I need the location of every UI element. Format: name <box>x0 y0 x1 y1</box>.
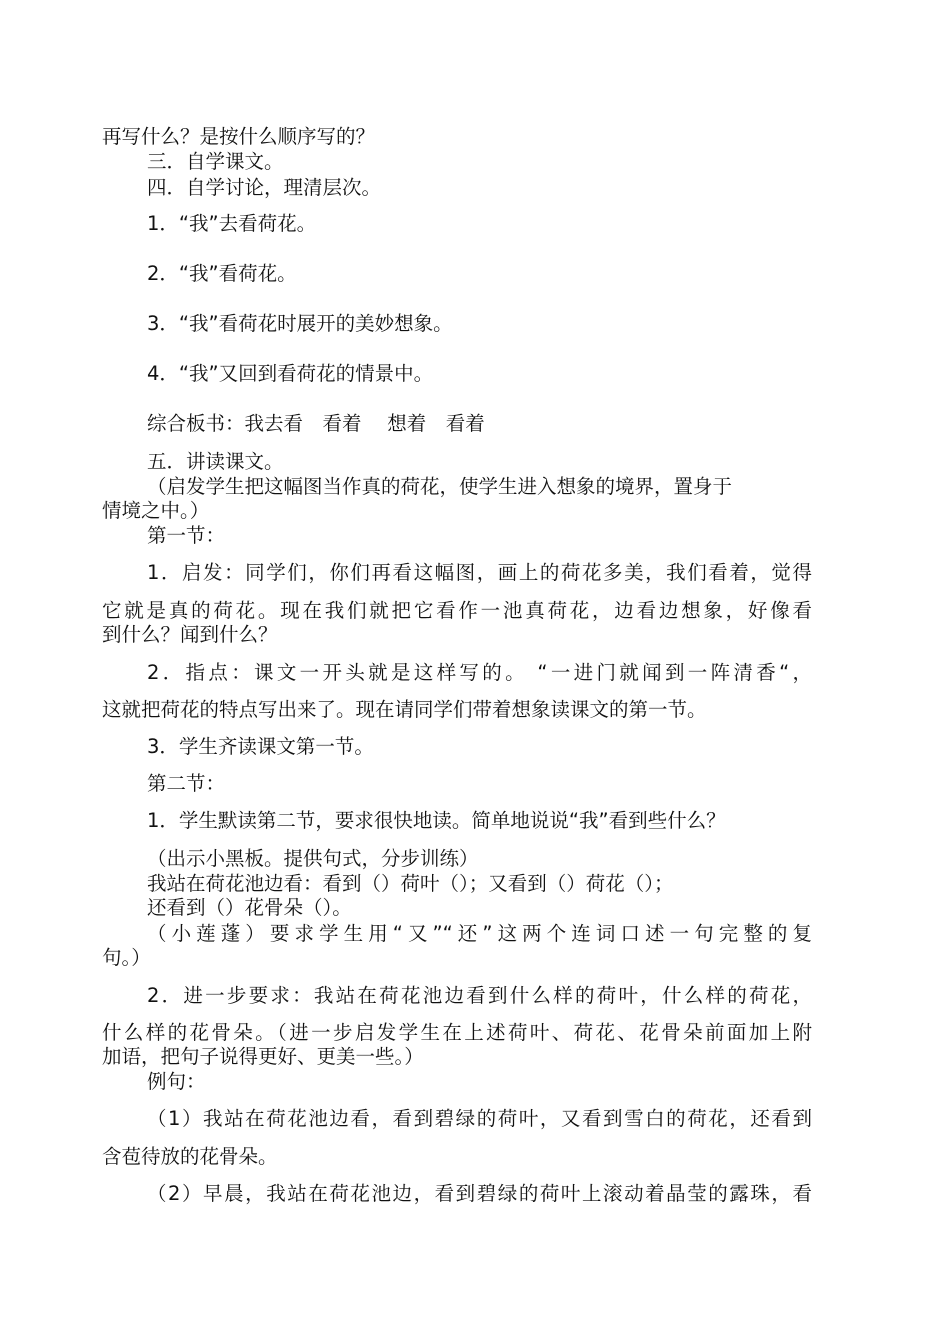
list-item: 1．学生默读第二节，要求很快地读。简单地说说“我”看到些什么？ <box>147 809 726 832</box>
list-item: 2．“我”看荷花。 <box>147 262 297 285</box>
section-heading: 三．自学课文。 <box>147 150 284 173</box>
text-line: 再写什么？是按什么顺序写的？ <box>102 125 376 148</box>
section-heading: 第二节： <box>147 772 226 795</box>
list-item: 2．进一步要求：我站在荷花池边看到什么样的荷叶，什么样的荷花， <box>147 984 812 1007</box>
list-item: 1．“我”去看荷花。 <box>147 212 317 235</box>
text-line: 它就是真的荷花。现在我们就把它看作一池真荷花，边看边想象，好像看 <box>102 599 812 622</box>
text-line: （小莲蓬）要求学生用“又”“还”这两个连词口述一句完整的复 <box>147 922 812 945</box>
text-line: （启发学生把这幅图当作真的荷花，使学生进入想象的境界，置身于 <box>147 475 733 498</box>
text-line: 什么样的花骨朵。（进一步启发学生在上述荷叶、荷花、花骨朵前面加上附 <box>102 1021 812 1044</box>
list-item: （1）我站在荷花池边看，看到碧绿的荷叶，又看到雪白的荷花，还看到 <box>147 1107 812 1130</box>
text-line: 这就把荷花的特点写出来了。现在请同学们带着想象读课文的第一节。 <box>102 698 707 721</box>
text-line: 1．启发：同学们，你们再看这幅图，画上的荷花多美，我们看着，觉得 <box>147 561 812 584</box>
list-item: （2）早晨，我站在荷花池边，看到碧绿的荷叶上滚动着晶莹的露珠，看 <box>147 1182 812 1205</box>
text-line: 我站在荷花池边看：看到（）荷叶（）；又看到（）荷花（）； <box>147 872 674 895</box>
text-line: 情境之中。） <box>102 499 210 522</box>
text-line: 含苞待放的花骨朵。 <box>102 1145 278 1168</box>
list-item: 4．“我”又回到看荷花的情景中。 <box>147 362 434 385</box>
text-line: 到什么？闻到什么？ <box>102 623 278 646</box>
section-heading: 四．自学讨论，理清层次。 <box>147 176 382 199</box>
section-heading: 第一节： <box>147 524 226 547</box>
text-line: （出示小黑板。提供句式，分步训练） <box>147 847 479 870</box>
text-line: 句。） <box>102 946 151 969</box>
text-line: 综合板书：我去看 看着 想着 看着 <box>147 412 485 435</box>
section-heading: 五．讲读课文。 <box>147 450 284 473</box>
text-line: 还看到（）花骨朵（）。 <box>147 896 352 919</box>
list-item: 3．“我”看荷花时展开的美妙想象。 <box>147 312 453 335</box>
text-line: 2．指点：课文一开头就是这样写的。 “一进门就闻到一阵清香“， <box>147 661 812 684</box>
text-line: 加语，把句子说得更好、更美一些。） <box>102 1045 424 1068</box>
list-item: 3．学生齐读课文第一节。 <box>147 735 374 758</box>
section-heading: 例句： <box>147 1070 206 1093</box>
